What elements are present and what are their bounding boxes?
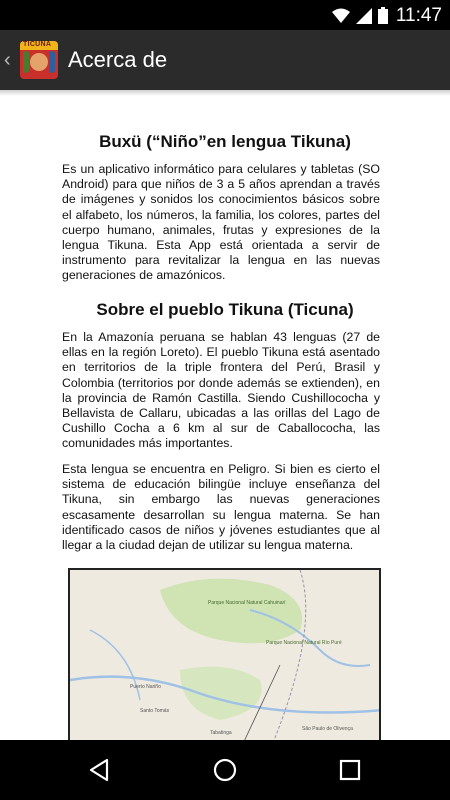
action-bar [0, 30, 450, 90]
wifi-icon [332, 8, 350, 24]
back-nav-icon[interactable] [85, 755, 115, 785]
recents-nav-icon[interactable] [335, 755, 365, 785]
logo-feather-left [23, 51, 29, 73]
paragraph-pueblo-tikuna: En la Amazonía peruana se hablan 43 lenguas (27 de ellas en la región Loreto). El pueblo Tikuna está asentado en territorios de la triple frontera del Perú, Brasil y Colombia (territorios por donde además se extienden), en la provincia de Ramón Castilla. Siendo Cushillococha y Bellavista de Callaru, ubicadas a las orillas del Lago de Cushillo Cocha a 6 km al sur de Caballococha, las comunidades más importantes. [62, 330, 380, 451]
label-park2: Parque Nacional Natural Río Puré [266, 640, 342, 646]
region-map [68, 568, 381, 740]
logo-face [30, 53, 48, 71]
page-title: Acerca de [68, 47, 168, 72]
logo-feather-right [49, 51, 55, 73]
map-graphic [70, 570, 381, 740]
label-puerto-narino: Puerto Nariño [130, 684, 161, 690]
status-time: 11:47 [395, 5, 442, 26]
label-park: Parque Nacional Natural Cahuinarí [208, 600, 286, 606]
logo-text: TICUNA [23, 41, 52, 48]
about-content[interactable] [0, 96, 450, 740]
status-icons [332, 7, 388, 24]
label-santo-tomas: Santo Tomás [140, 708, 170, 714]
back-chevron-icon[interactable]: ‹ [4, 48, 11, 71]
navigation-bar [0, 740, 450, 800]
cell-signal-icon [356, 8, 372, 24]
app-logo-icon[interactable] [20, 41, 58, 79]
paragraph-app-description: Es un aplicativo informático para celulares y tabletas (SO Android) para que niños de 3 a 5 años aprendan a través de imágenes y sonidos los conocimientos básicos sobre el alfabeto, los números, la familia, los colores, partes del cuerpo humano, animales, frutas y expresiones de la lengua Tikuna. Esta App está orientada a servir de instrumento para revitalizar la lengua en las nuevas generaciones de amazónicos. [62, 162, 380, 283]
label-sao-paulo: São Paulo de Olivença [302, 726, 353, 732]
section-title-pueblo-tikuna: Sobre el pueblo Tikuna (Ticuna) [96, 300, 354, 319]
label-tabatinga: Tabatinga [210, 730, 232, 736]
section-title-buxu: Buxü (“Niño”en lengua Tikuna) [99, 132, 351, 151]
battery-icon [378, 7, 388, 24]
home-nav-icon[interactable] [210, 755, 240, 785]
status-bar [0, 0, 450, 30]
paragraph-lengua-peligro: Esta lengua se encuentra en Peligro. Si bien es cierto el sistema de educación bilingüe incluye enseñanza del Tikuna, sin embargo las nuevas generaciones escasamente desarrollan su lengua materna. Se han identificado casos de niños y jóvenes estudiantes que al llegar a la ciudad dejan de utilizar su lengua materna. [62, 462, 380, 553]
